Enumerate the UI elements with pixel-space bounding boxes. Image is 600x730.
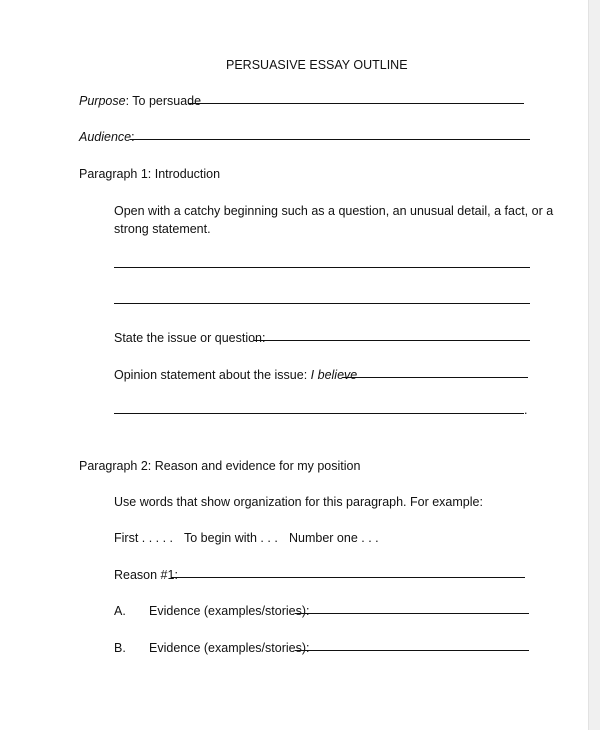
- example-number-one: Number one . . .: [289, 531, 379, 545]
- opinion-prompt: I believe: [310, 368, 358, 382]
- purpose-label-text: Purpose: [79, 94, 126, 108]
- audience-colon: :: [131, 130, 135, 144]
- paragraph2-instruction: Use words that show organization for this paragraph. For example:: [114, 495, 483, 509]
- purpose-label: [79, 93, 201, 109]
- audience-blank[interactable]: [130, 139, 530, 140]
- purpose-blank[interactable]: [188, 103, 524, 104]
- evidence-a-marker: A.: [114, 604, 126, 618]
- example-to-begin-with: To begin with . . .: [184, 531, 278, 545]
- audience-label-text: Audience: [79, 130, 132, 144]
- paragraph1-heading: Paragraph 1: Introduction: [79, 167, 221, 181]
- paragraph1-blank-1[interactable]: [114, 267, 530, 268]
- paragraph1-instruction-line1: Open with a catchy beginning such as a question, an unusual detail, a fact, or a: [114, 204, 554, 218]
- paragraph1-instruction-line2: strong statement.: [114, 222, 211, 236]
- evidence-a-label: Evidence (examples/stories):: [149, 604, 310, 618]
- issue-blank[interactable]: [254, 340, 530, 341]
- audience-label: [79, 129, 135, 145]
- reason-label: Reason #1:: [114, 568, 178, 582]
- paragraph2-heading: Paragraph 2: Reason and evidence for my position: [79, 459, 361, 473]
- paragraph1-blank-2[interactable]: [114, 303, 530, 304]
- evidence-b-label: Evidence (examples/stories):: [149, 641, 310, 655]
- opinion-blank[interactable]: [342, 377, 528, 378]
- example-first: First . . . . .: [114, 531, 174, 545]
- evidence-a-blank[interactable]: [295, 613, 529, 614]
- purpose-value: : To persuade: [125, 94, 202, 108]
- document-title: PERSUASIVE ESSAY OUTLINE: [226, 58, 408, 72]
- evidence-b-marker: B.: [114, 641, 126, 655]
- issue-label: State the issue or question:: [114, 331, 266, 345]
- opinion-continuation-blank[interactable]: [114, 413, 524, 414]
- opinion-label-text: Opinion statement about the issue:: [114, 368, 308, 382]
- evidence-b-blank[interactable]: [295, 650, 529, 651]
- opinion-label: [114, 367, 357, 383]
- reason-blank[interactable]: [171, 577, 525, 578]
- opinion-end-period: .: [524, 403, 528, 417]
